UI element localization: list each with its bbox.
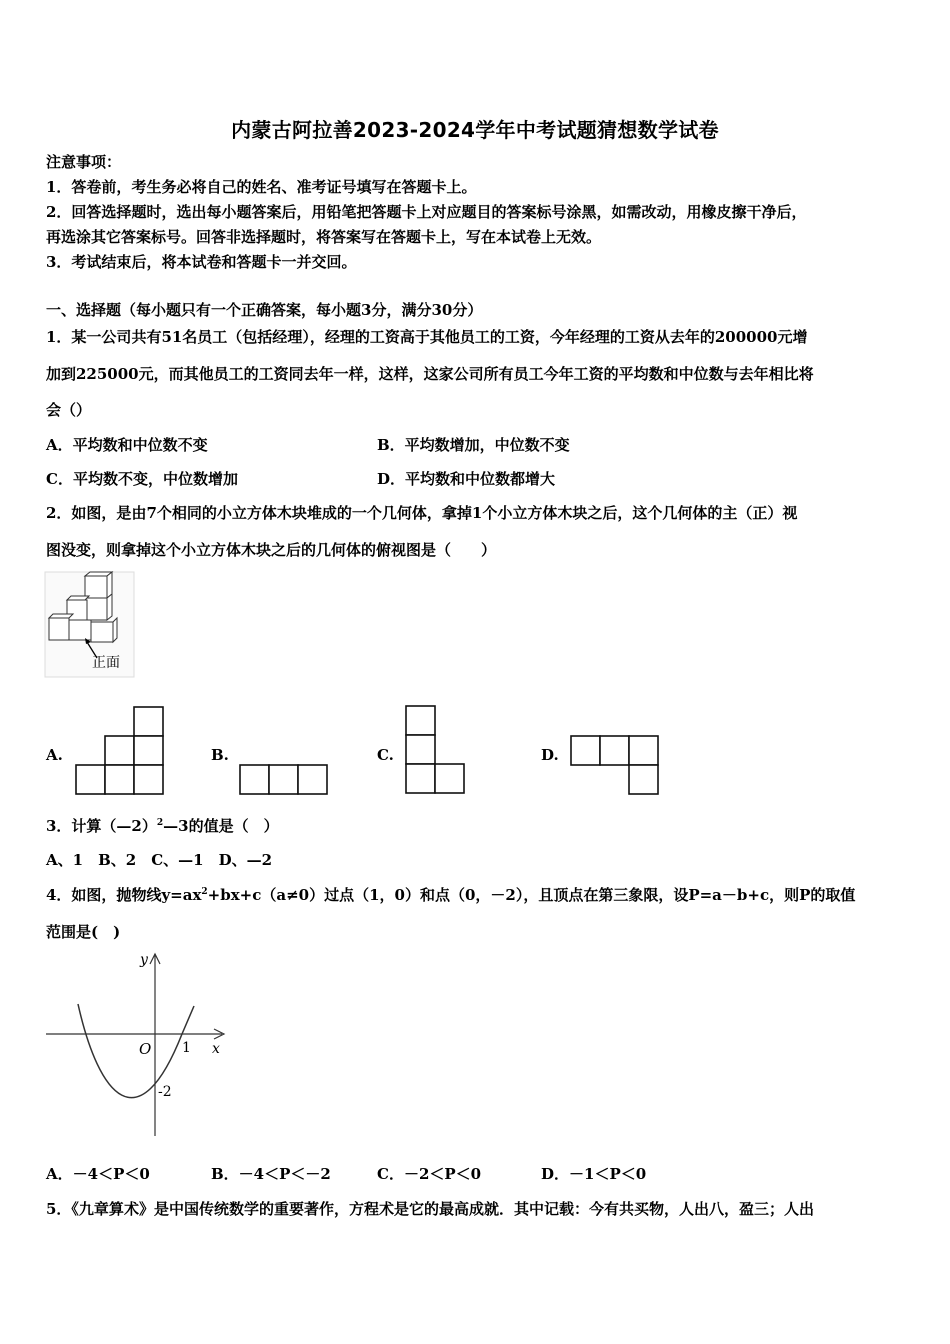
origin-label: O [139,1040,152,1058]
q5-text: 5．《九章算术》是中国传统数学的重要著作，方程术是它的最高成就．其中记载：今有共买物，人出八，盈三；人出 [46,1200,814,1218]
q3-exponent: 2 [156,818,164,828]
notice-item: 3．考试结束后，将本试卷和答题卡一并交回。 [46,253,357,271]
q4-parabola-graph [44,948,234,1140]
q2-option-b-label[interactable]: B. [211,746,229,764]
q2-option-a-figure[interactable] [74,706,166,796]
notice-heading: 注意事项： [46,153,122,171]
q2-option-a-label[interactable]: A. [46,746,63,764]
q2-option-d-label[interactable]: D. [541,746,559,764]
q2-cube-figure [45,572,135,678]
q2-text: 图没变，则拿掉这个小立方体木块之后的几何体的俯视图是（ ） [46,541,497,559]
q1-option-a[interactable]: A．平均数和中位数不变 [46,436,208,454]
q4-text-line2: 范围是( ) [46,923,121,941]
q1-option-d[interactable]: D．平均数和中位数都增大 [377,470,556,488]
q4-option-b[interactable]: B．－4＜P＜－2 [211,1165,331,1183]
q2-option-b-figure[interactable] [238,764,330,796]
y-intercept-label: -2 [158,1084,172,1100]
q3-text: 3．计算（—2）$^2$—3的值是（ ） [46,817,279,835]
q2-option-c-figure[interactable] [404,705,468,797]
q1-option-b[interactable]: B．平均数增加，中位数不变 [377,436,570,454]
q1-option-c[interactable]: C．平均数不变，中位数增加 [46,470,238,488]
y-axis-label: y [140,952,148,968]
q3-options[interactable]: A、1 B、2 C、—1 D、—2 [46,851,273,869]
q2-text: 2．如图，是由7个相同的小立方体木块堆成的一个几何体，拿掉1个小立方体木块之后，这个几何体的主（正）视 [46,504,798,522]
q4-option-a[interactable]: A．－4＜P＜0 [46,1165,150,1183]
q1-text: 加到225000元，而其他员工的工资同去年一样，这样，这家公司所有员工今年工资的平均数和中位数与去年相比将 [46,365,814,383]
q4-option-c[interactable]: C．－2＜P＜0 [377,1165,482,1183]
q4-exponent: 2 [201,887,208,897]
q1-text: 1．某一公司共有51名员工（包括经理），经理的工资高于其他员工的工资，今年经理的工资从去年的200000元增 [46,328,808,346]
page-title: 内蒙古阿拉善2023-2024学年中考试题猜想数学试卷 [231,118,719,142]
q1-text: 会（） [46,401,92,419]
notice-item: 1．答卷前，考生务必将自己的姓名、准考证号填写在答题卡上。 [46,178,477,196]
notice-item: 再选涂其它答案标号。回答非选择题时，将答案写在答题卡上，写在本试卷上无效。 [46,228,602,246]
q2-option-c-label[interactable]: C. [377,746,394,764]
x-intercept-label: 1 [182,1040,191,1056]
q2-option-d-figure[interactable] [569,735,661,797]
x-axis-label: x [212,1041,220,1057]
front-label: 正面 [92,655,120,671]
notice-item: 2．回答选择题时，选出每小题答案后，用铅笔把答题卡上对应题目的答案标号涂黑，如需改动，用橡皮擦干净后， [46,203,807,221]
q4-option-d[interactable]: D．－1＜P＜0 [541,1165,647,1183]
q4-text: 4．如图，抛物线$y=ax^2+bx+c(a\ne 0)$过点（1，0）和点（0，－2），且顶点在第三象限，设P=a－b+c，则P的取值 [46,886,856,904]
section-heading: 一、选择题（每小题只有一个正确答案，每小题3分，满分30分） [46,301,483,319]
